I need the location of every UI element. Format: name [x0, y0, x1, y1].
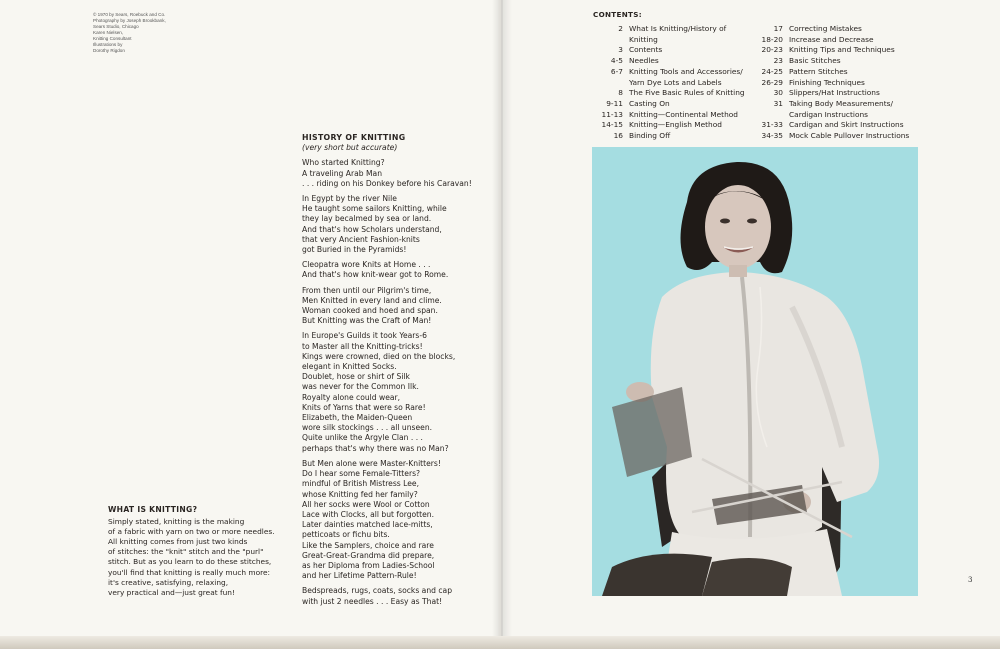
contents-title-text: Cardigan and Skirt Instructions	[789, 120, 904, 130]
poem-line: as her Diploma from Ladies-School	[302, 560, 435, 570]
contents-title-text: Correcting Mistakes	[789, 24, 862, 33]
poem-line: Royalty alone could wear,	[302, 392, 401, 402]
poem-line: Doublet, hose or shirt of Silk	[302, 372, 410, 382]
what-is-line: stitch. But as you learn to do these stitches,	[108, 557, 272, 567]
contents-page-number: 3	[618, 45, 623, 55]
contents-title-text: What Is Knitting/History of	[629, 24, 727, 33]
poem-line: . . . riding on his Donkey before his Caravan!	[302, 178, 472, 188]
poem-line: Like the Samplers, choice and rare	[302, 540, 434, 550]
poem-line: But Knitting was the Craft of Man!	[302, 316, 432, 326]
contents-page-number: 4-5	[610, 56, 623, 66]
contents-page-number: 6-7	[610, 66, 623, 76]
poem-line: Men Knitted in every land and clime.	[302, 295, 442, 305]
contents-title-text: Knitting—English Method	[629, 120, 722, 130]
history-title: HISTORY OF KNITTING	[302, 133, 406, 142]
poem-line: In Europe's Guilds it took Years-6	[302, 331, 427, 341]
contents-title-text: Pattern Stitches	[789, 66, 848, 76]
poem-line: mindful of British Mistress Lee,	[302, 479, 419, 489]
contents-page-number	[593, 35, 629, 46]
poem-line: got Buried in the Pyramids!	[302, 245, 407, 255]
contents-entry	[753, 120, 933, 131]
what-is-knitting-section	[108, 505, 288, 598]
copyright-credits	[93, 12, 213, 54]
poem-line: And that's how Scholars understand,	[302, 224, 442, 234]
table-of-contents	[593, 10, 933, 141]
credit-line: Karen Nielsen,	[93, 30, 124, 35]
contents-page-number	[753, 110, 789, 121]
what-is-line: you'll find that knitting is really much more:	[108, 567, 271, 577]
contents-entry	[753, 45, 933, 56]
poem-line: And that's how knit-wear got to Rome.	[302, 270, 449, 280]
contents-entry	[593, 88, 758, 99]
poem-line: In Egypt by the river Nile	[302, 194, 397, 204]
contents-page-number: 23	[773, 56, 783, 66]
contents-page-number: 31-33	[761, 120, 783, 130]
what-is-line: very practical and—just great fun!	[108, 587, 235, 597]
contents-page-number	[593, 78, 629, 89]
contents-page-number: 16	[613, 131, 623, 141]
poem-line: whose Knitting fed her family?	[302, 489, 418, 499]
contents-page-number: 24-25	[761, 66, 783, 76]
what-is-body	[108, 517, 288, 598]
credit-line: Photography by Joseph Brookbank,	[93, 18, 166, 23]
contents-entry	[593, 45, 758, 56]
poem-stanza	[302, 260, 487, 280]
contents-entry	[753, 78, 933, 89]
contents-column-right	[753, 24, 933, 142]
poem-stanza	[302, 194, 487, 255]
contents-title-text: The Five Basic Rules of Knitting	[629, 88, 745, 98]
contents-column-left	[593, 24, 758, 142]
poem-stanzas	[302, 158, 487, 606]
contents-title-text: Knitting Tips and Techniques	[789, 45, 895, 55]
contents-title-text: Contents	[629, 45, 663, 55]
contents-entry	[753, 67, 933, 78]
poem-line: and her Lifetime Pattern-Rule!	[302, 571, 417, 581]
what-is-line: All knitting comes from just two kinds	[108, 537, 248, 547]
contents-title-text: Increase and Decrease	[789, 34, 874, 44]
contents-title-text: Taking Body Measurements/	[789, 98, 893, 108]
contents-title-text: Yarn Dye Lots and Labels	[629, 77, 722, 87]
poem-line: with just 2 needles . . . Easy as That!	[302, 596, 443, 606]
woman-knitting-illustration	[592, 147, 918, 596]
contents-entry	[753, 88, 933, 99]
contents-entry	[593, 67, 758, 78]
contents-entry	[593, 99, 758, 110]
contents-page-number: 2	[618, 24, 623, 33]
contents-page-number: 17	[773, 24, 783, 33]
poem-stanza	[302, 586, 487, 606]
poem-stanza	[302, 158, 487, 189]
poem-line: Great-Great-Grandma did prepare,	[302, 550, 435, 560]
poem-line: elegant in Knitted Socks.	[302, 362, 397, 372]
poem-line: Do I hear some Female-Titters?	[302, 469, 421, 479]
poem-line: But Men alone were Master-Knitters!	[302, 458, 441, 468]
poem-line: they lay becalmed by sea or land.	[302, 214, 432, 224]
credit-line: Dorothy Rigdon	[93, 48, 125, 53]
history-of-knitting-poem	[302, 133, 487, 612]
poem-line: Kings were crowned, died on the blocks,	[302, 351, 456, 361]
poem-line: Knits of Yarns that were so Rare!	[302, 402, 426, 412]
poem-stanza	[302, 286, 487, 327]
poem-line: Bedspreads, rugs, coats, socks and cap	[302, 586, 453, 596]
contents-title-text: Needles	[629, 56, 659, 66]
contents-page-number: 26-29	[761, 77, 783, 87]
contents-entry	[593, 131, 758, 142]
contents-page-number: 11-13	[601, 109, 623, 119]
poem-line: He taught some sailors Knitting, while	[302, 204, 447, 214]
poem-line: Woman cooked and hoed and span.	[302, 306, 438, 316]
knitting-woman-photo	[592, 147, 918, 596]
contents-entry	[753, 24, 933, 35]
poem-line: All her socks were Wool or Cotton	[302, 499, 430, 509]
contents-entry	[593, 35, 758, 46]
poem-line: Quite unlike the Argyle Clan . . .	[302, 433, 423, 443]
poem-stanza	[302, 331, 487, 453]
contents-title-text: Casting On	[629, 98, 670, 108]
contents-entry	[593, 110, 758, 121]
poem-line: Later dainties matched lace-mitts,	[302, 520, 433, 530]
contents-entry	[753, 56, 933, 67]
left-page	[0, 0, 498, 649]
poem-line: petticoats or fichu bits.	[302, 530, 390, 540]
contents-title-text: Mock Cable Pullover Instructions	[789, 131, 910, 141]
poem-stanza	[302, 459, 487, 581]
poem-line: Cleopatra wore Knits at Home . . .	[302, 260, 431, 270]
contents-page-number: 9-11	[606, 98, 623, 108]
contents-entry	[593, 24, 758, 35]
poem-line: that very Ancient Fashion-knits	[302, 234, 420, 244]
contents-title-text: Binding Off	[629, 131, 671, 141]
poem-line: A traveling Arab Man	[302, 168, 383, 178]
what-is-title: WHAT IS KNITTING?	[108, 505, 198, 514]
contents-page-number: 20-23	[761, 45, 783, 55]
contents-title-text: Knitting	[629, 34, 658, 44]
contents-title: CONTENTS:	[593, 10, 642, 19]
contents-title-text: Finishing Techniques	[789, 77, 865, 87]
contents-entry	[753, 131, 933, 142]
contents-entry	[753, 99, 933, 110]
contents-title-text: Cardigan Instructions	[789, 109, 869, 119]
contents-title-text: Slippers/Hat Instructions	[789, 88, 880, 98]
contents-entry	[593, 120, 758, 131]
contents-title-text: Basic Stitches	[789, 56, 841, 66]
poem-line: Lace with Clocks, all but forgotten.	[302, 509, 435, 519]
contents-title-text: Knitting Tools and Accessories/	[629, 66, 743, 76]
what-is-line: Simply stated, knitting is the making	[108, 517, 245, 527]
contents-page-number: 18-20	[761, 34, 783, 44]
credit-line: Sears Studio, Chicago	[93, 24, 139, 29]
page-bottom-edge	[0, 636, 1000, 649]
poem-line: was never for the Common Ilk.	[302, 382, 419, 392]
contents-page-number: 30	[773, 88, 783, 98]
page-number: 3	[968, 576, 973, 584]
contents-page-number: 34-35	[761, 131, 783, 141]
contents-entry	[753, 110, 933, 121]
what-is-line: of a fabric with yarn on two or more needles.	[108, 527, 275, 537]
credit-line: © 1970 by Sears, Roebuck and Co.	[93, 12, 166, 17]
poem-line: From then until our Pilgrim's time,	[302, 285, 432, 295]
contents-page-number: 14-15	[601, 120, 623, 130]
poem-line: to Master all the Knitting-tricks!	[302, 341, 423, 351]
what-is-line: of stitches: the "knit" stitch and the "purl"	[108, 547, 264, 557]
poem-line: perhaps that's why there was no Man?	[302, 443, 449, 453]
contents-page-number: 31	[773, 98, 783, 108]
contents-entry	[593, 56, 758, 67]
contents-entry	[753, 35, 933, 46]
credit-line: Illustrations by	[93, 42, 123, 47]
book-gutter	[492, 0, 512, 649]
contents-title-text: Knitting—Continental Method	[629, 109, 738, 119]
poem-line: Who started Knitting?	[302, 158, 385, 168]
poem-line: wore silk stockings . . . all unseen.	[302, 423, 433, 433]
history-subtitle: (very short but accurate)	[302, 143, 398, 153]
poem-line: Elizabeth, the Maiden-Queen	[302, 413, 413, 423]
contents-page-number: 8	[618, 88, 623, 98]
credit-line: Knitting Consultant	[93, 36, 132, 41]
what-is-line: it's creative, satisfying, relaxing,	[108, 577, 229, 587]
contents-entry	[593, 78, 758, 89]
